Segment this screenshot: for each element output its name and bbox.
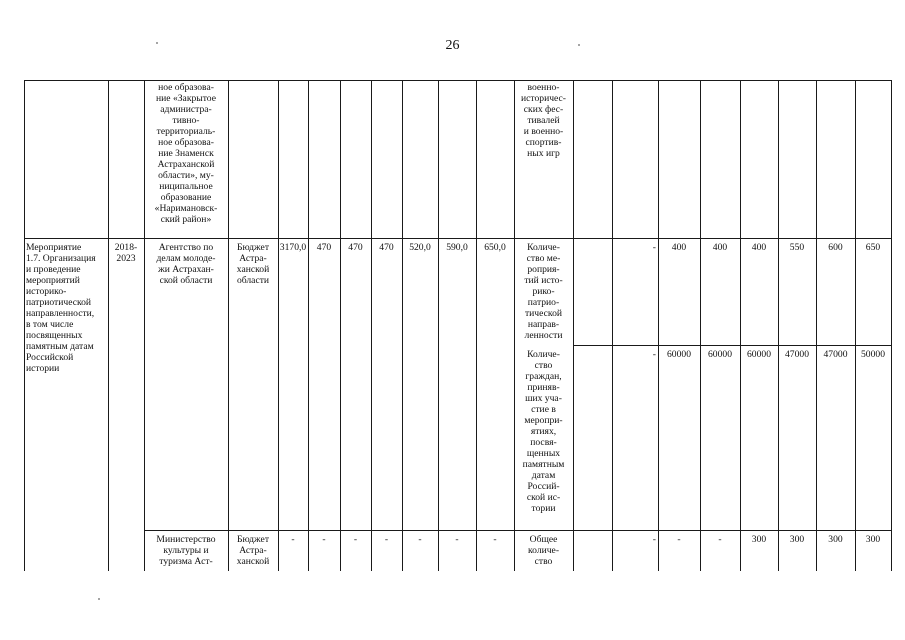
column-divider — [514, 80, 515, 571]
indicator-value-cell: 300 — [751, 534, 767, 545]
indicator-value-cell: 300 — [828, 534, 843, 545]
row-divider — [24, 238, 891, 239]
column-divider — [612, 80, 613, 571]
indicator-name-cell: Общее количе- ство — [527, 534, 560, 567]
indicator-value-cell: 60000 — [747, 349, 771, 360]
row-divider — [573, 345, 891, 346]
column-divider — [308, 80, 309, 571]
column-divider — [108, 80, 109, 571]
indicator-value-cell: 50000 — [861, 349, 885, 360]
executor-cell: ное образова- ние «Закрытое администра- тивно- территориаль- ное образова- ние Знаменск Астраханской области», му- ниципальное образование «Наримановск- ский район» — [154, 82, 218, 225]
table-top-border — [24, 80, 891, 81]
column-divider — [816, 80, 817, 571]
amount-cell: - — [353, 534, 358, 545]
column-divider — [740, 80, 741, 571]
indicator-name-cell: Количе- ство ме- роприя- тий исто- рико- патрио- тической направ- ленности — [524, 242, 563, 341]
indicator-value-cell: 400 — [751, 242, 767, 253]
column-divider — [658, 80, 659, 571]
executor-cell: Министерство культуры и туризма Аст- — [156, 534, 216, 567]
base-value-cell: - — [652, 242, 656, 253]
indicator-value-cell: 47000 — [823, 349, 848, 360]
indicator-value-cell: - — [677, 534, 681, 545]
amount-cell: 590,0 — [446, 242, 468, 253]
funding-source-cell: Бюджет Астра- ханской области — [236, 242, 270, 286]
amount-cell: - — [418, 534, 422, 545]
indicator-value-cell: - — [718, 534, 722, 545]
base-value-cell: - — [652, 534, 656, 545]
column-divider — [24, 80, 25, 571]
indicator-value-cell: 650 — [865, 242, 881, 253]
column-divider — [778, 80, 779, 571]
column-divider — [855, 80, 856, 571]
base-value-cell: - — [652, 349, 656, 360]
indicator-value-cell: 47000 — [785, 349, 809, 360]
column-divider — [402, 80, 403, 571]
amount-cell: 470 — [348, 242, 363, 253]
column-divider — [340, 80, 341, 571]
amount-cell: 520,0 — [409, 242, 431, 253]
indicator-value-cell: 600 — [828, 242, 843, 253]
amount-cell: 3170,0 — [279, 242, 307, 253]
scan-speck — [98, 598, 100, 600]
scan-speck — [578, 44, 580, 46]
indicator-value-cell: 300 — [789, 534, 805, 545]
scan-speck — [156, 42, 158, 44]
indicator-value-cell: 400 — [671, 242, 687, 253]
column-divider — [228, 80, 229, 571]
amount-cell: 650,0 — [484, 242, 506, 253]
indicator-name-cell: Количе- ство граждан, приняв- ших уча- стие в меропри- ятиях, посвя- щенных памятным датам Россий- ской ис- тории — [522, 349, 565, 514]
column-divider — [700, 80, 701, 571]
column-divider — [891, 80, 892, 571]
indicator-name-cell: военно- историчес- ских фес- тивалей и военно- спортив- ных игр — [521, 82, 566, 159]
column-divider — [438, 80, 439, 571]
indicator-value-cell: 400 — [712, 242, 728, 253]
executor-cell: Агентство по делам молоде- жи Астрахан- ской области — [156, 242, 216, 286]
event-name-cell: Мероприятие 1.7. Организация и проведение мероприятий историко- патриотической направленности, в том числе посвященных памятным датам Российской истории — [26, 242, 96, 374]
column-divider — [573, 80, 574, 571]
amount-cell: - — [384, 534, 389, 545]
column-divider — [144, 80, 145, 571]
amount-cell: - — [322, 534, 326, 545]
column-divider — [278, 80, 279, 571]
indicator-value-cell: 550 — [789, 242, 805, 253]
page-number: 26 — [445, 38, 460, 53]
indicator-value-cell: 300 — [865, 534, 881, 545]
period-cell: 2018- 2023 — [114, 242, 138, 264]
indicator-value-cell: 60000 — [708, 349, 732, 360]
amount-cell: - — [493, 534, 497, 545]
funding-source-cell: Бюджет Астра- ханской — [236, 534, 270, 567]
column-divider — [371, 80, 372, 571]
amount-cell: - — [455, 534, 459, 545]
indicator-value-cell: 60000 — [667, 349, 691, 360]
column-divider — [476, 80, 477, 571]
amount-cell: - — [291, 534, 295, 545]
amount-cell: 470 — [379, 242, 394, 253]
amount-cell: 470 — [316, 242, 332, 253]
